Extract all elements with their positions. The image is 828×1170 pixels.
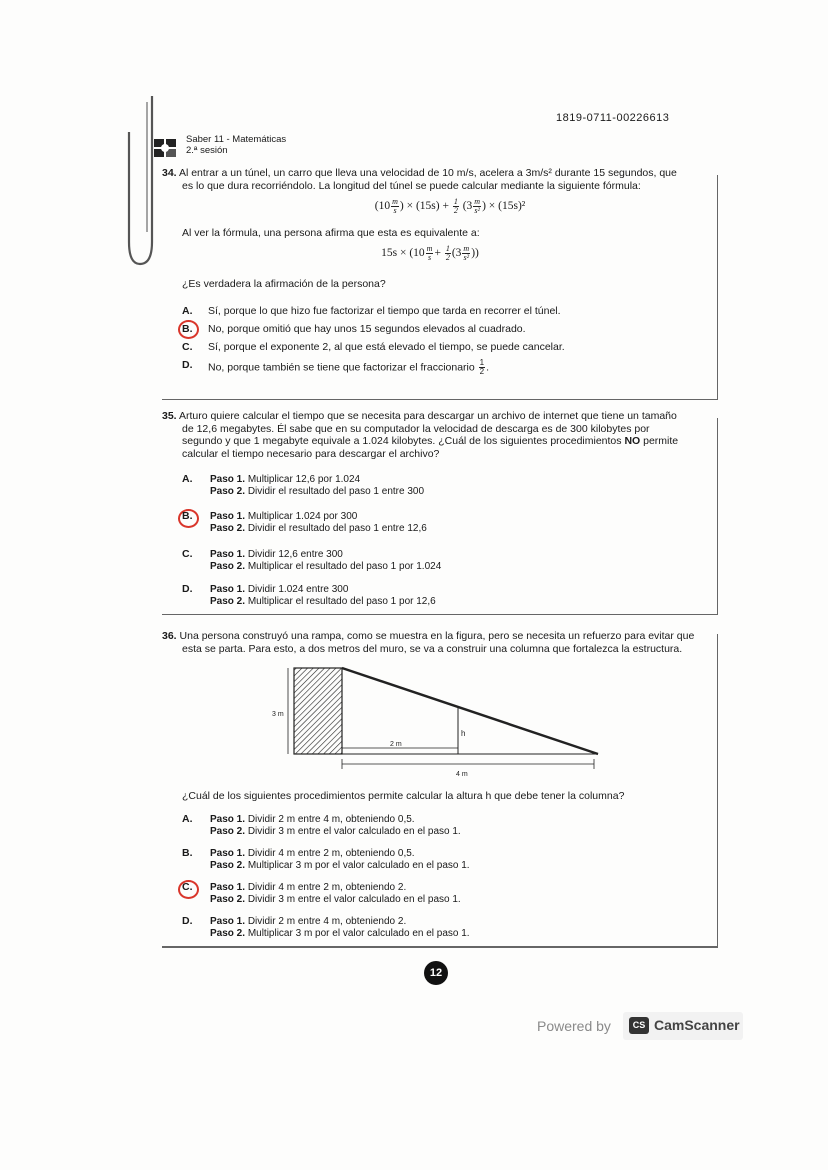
- document-id: 1819-0711-00226613: [556, 112, 670, 124]
- wall: [294, 668, 342, 754]
- question-number: 34.: [162, 167, 177, 179]
- icfes-logo-icon: [153, 137, 179, 159]
- ramp-figure: [270, 660, 610, 780]
- ramp-line: [342, 668, 598, 754]
- formula-tunnel-length: (10 $\frac{m}{s}$ ) × (15s) + $\frac{1}{2}$ (3 $\frac{m}{\text{s²}}$ ) × (15s)²: [374, 197, 526, 215]
- scanned-page: 1819-0711-00226613 Saber 11 - Matemáticas 2.ª sesión 34. Al entrar a un túnel, un carro que lleva una velocidad de 10 m/s, acelera a 3m/s² durante 15 segundos, que es lo que dura recorriéndolo. La longitud del túnel se puede calcular mediante la siguiente fórmula: (10 $\frac{m}{s}$ ) × (15s) + $\frac{1}{2}$ (3 $\frac{m}{\text{s²}}$ ) × (15s)² Al ver la fórmula, una persona afirma que esta es equivalente a: 15s × (10 $\frac{m}{s}$ + $\frac{1}{2}$ (3 $\frac{m}{\text{s²}}$ )) ¿Es verdadera la afirmación de la persona? A. Sí, porque lo que hizo fue factorizar el tiempo que tarda en recorrer el túnel. B. No, porque omitió que hay unos 15 segundos elevados al cuadrado. C. Sí, porque el exponente 2, al que está elevado el tiempo, se puede cancelar. D. No, porque también se tiene que factorizar el fraccionario $\frac{1}{2}$ . 35. Arturo quiere calcular el tiempo que se necesita para descargar un archivo de internet que tiene un tamaño de 12,6 megabytes. Él sabe que en su computador la velocidad de descarga es de 300 kilobytes por segundo y que 1 megabyte equivale a 1.024 kilobytes. ¿Cuál de los siguientes procedimientos NO permite calcular el tiempo necesario para descargar el archivo? A. Paso 1. Multiplicar 12,6 por 1.024 Paso 2. Dividir el resultado del paso 1 entre 300 B. Paso 1. Multiplicar 1.024 por 300 Paso 2. Dividir el resultado del paso 1 entre 12,6 C. Paso 1. Dividir 12,6 entre 300 Paso 2. Multiplicar el resultado del paso 1 por 1.024 D. Paso 1. Dividir 1.024 entre 300 Paso 2. Multiplicar el resultado del paso 1 por 12,6 36. Una persona construyó una rampa, como se muestra en la figura, pero se necesita un refuerzo para evitar que esta se parta. Para esto, a dos metros del muro, se va a construir una columna que fortalezca la estructura. 3 m h 2 m 4 m ¿Cuál de los siguientes procedimientos permite calcular la altura h que debe tener la columna? A. Paso 1. Dividir 2 m entre 4 m, obteniendo 0,5. Paso 2. Dividir 3 m entre el valor calculado en el paso 1. B. Paso 1. Dividir 4 m entre 2 m, obteniendo 0,5. Paso 2. Multiplicar 3 m por el valor calculado en el paso 1. C. Paso 1. Dividir 4 m entre 2 m, obteniendo 2. Paso 2. Dividir 3 m entre el valor calculado en el paso 1. D. Paso 1. Dividir 2 m entre 4 m, obteniendo 2. Paso 2. Multiplicar 3 m por el valor calculado en el paso 1. 12 Powered by CS CamScanner: [0, 0, 828, 1170]
- page-number: 12: [424, 961, 448, 985]
- formula-claimed-equivalent: 15s × (10 $\frac{m}{s}$ + $\frac{1}{2}$ (3 $\frac{m}{\text{s²}}$ )): [381, 244, 479, 262]
- question-35-border-right: [717, 418, 718, 615]
- exam-header: [186, 134, 286, 156]
- claim-text: Al ver la fórmula, una persona afirma que esta es equivalente a:: [182, 227, 480, 239]
- question-36-prompt: ¿Cuál de los siguientes procedimientos permite calcular la altura h que debe tener la columna?: [182, 790, 625, 802]
- label-3m: 3 m: [272, 711, 284, 718]
- powered-by-text: Powered by: [537, 1018, 611, 1034]
- question-36-text: 36. Una persona construyó una rampa, como se muestra en la figura, pero se necesita un refuerzo para evitar que esta se parta. Para esto, a dos metros del muro, se va a construir una columna que fortalezca la estructura.: [162, 630, 695, 655]
- label-h: h: [461, 729, 466, 738]
- question-36-border-bottom: [162, 946, 718, 948]
- exam-subject: Saber 11 - Matemáticas: [186, 134, 287, 145]
- paper-clip-icon: [124, 92, 160, 272]
- question-36-border-right: [717, 634, 718, 947]
- camscanner-name: CamScanner: [654, 1017, 740, 1033]
- question-34-prompt: ¿Es verdadera la afirmación de la persona?: [182, 278, 386, 290]
- label-2m: 2 m: [390, 741, 402, 748]
- question-34-border-right: [717, 175, 718, 400]
- exam-session: 2.ª sesión: [186, 145, 228, 156]
- question-35-text: 35. Arturo quiere calcular el tiempo que se necesita para descargar un archivo de internet que tiene un tamaño de 12,6 megabytes. Él sabe que en su computador la velocidad de descarga es de 300 kilobytes por segundo y que 1 megabyte equivale a 1.024 kilobytes. ¿Cuál de los siguientes procedimientos NO permite calcular el tiempo necesario para descargar el archivo?: [162, 410, 679, 460]
- question-35-border-bottom: [162, 614, 718, 615]
- question-34-text: 34. Al entrar a un túnel, un carro que lleva una velocidad de 10 m/s, acelera a 3m/s² durante 15 segundos, que es lo que dura recorriéndolo. La longitud del túnel se puede calcular mediante la siguiente fórmula:: [162, 167, 677, 192]
- question-34-border-bottom: [162, 399, 718, 400]
- label-4m: 4 m: [456, 771, 468, 778]
- camscanner-logo-icon: CS: [629, 1017, 649, 1034]
